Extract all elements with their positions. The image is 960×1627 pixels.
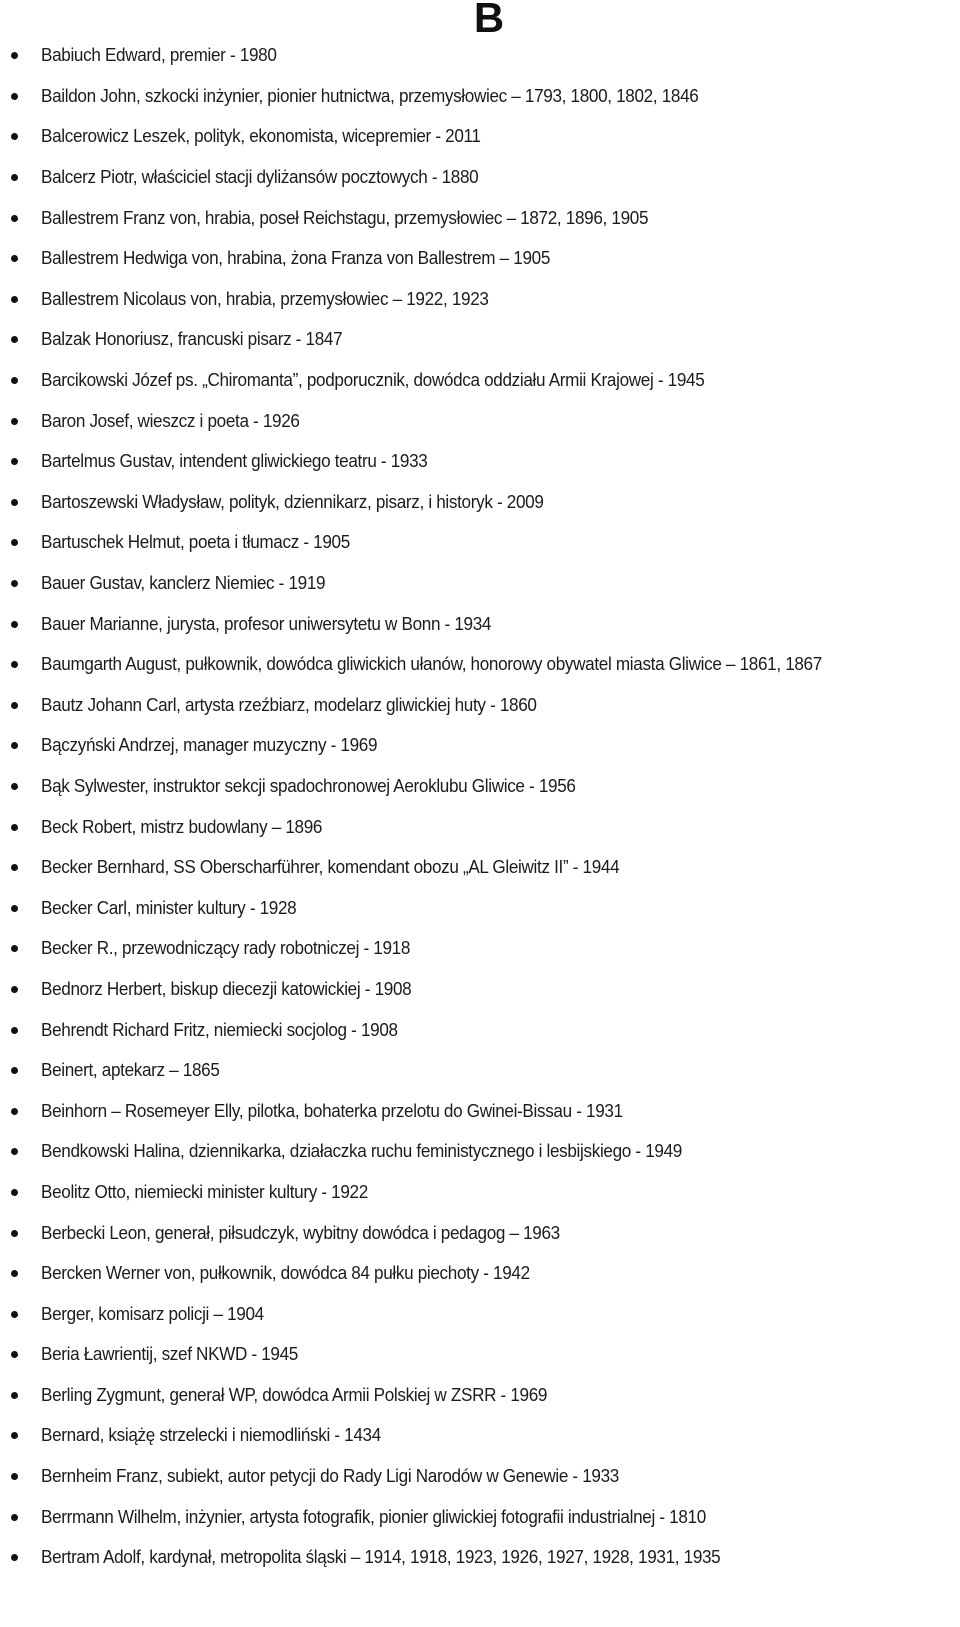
bullet-icon [11,1270,18,1277]
index-entry-text: Beck Robert, mistrz budowlany – 1896 [41,815,323,837]
index-entry [0,928,960,969]
index-entry-text: Ballestrem Hedwiga von, hrabina, żona Franza von Ballestrem – 1905 [41,247,551,269]
bullet-icon [11,336,18,343]
bullet-icon [11,661,18,668]
index-entry-text: Becker Carl, minister kultury - 1928 [41,896,297,918]
bullet-icon [11,945,18,952]
index-entry-text: Bautz Johann Carl, artysta rzeźbiarz, modelarz gliwickiej huty - 1860 [41,693,537,715]
index-entry [0,441,960,482]
index-entry [0,1131,960,1172]
index-entry-text: Behrendt Richard Fritz, niemiecki socjolog - 1908 [41,1018,398,1040]
index-entry [0,116,960,157]
bullet-icon [11,1189,18,1196]
index-entry [0,685,960,726]
bullet-icon [11,986,18,993]
index-entry [0,1172,960,1213]
index-entry-text: Bąk Sylwester, instruktor sekcji spadochronowej Aeroklubu Gliwice - 1956 [41,774,576,796]
index-entry-text: Beria Ławrientij, szef NKWD - 1945 [41,1343,298,1365]
index-entry-text: Balcerz Piotr, właściciel stacji dyliżansów pocztowych - 1880 [41,166,479,188]
index-entry-text: Ballestrem Franz von, hrabia, poseł Reichstagu, przemysłowiec – 1872, 1896, 1905 [41,206,649,228]
bullet-icon [11,255,18,262]
index-entry-text: Bączyński Andrzej, manager muzyczny - 1969 [41,734,378,756]
index-entry-text: Bertram Adolf, kardynał, metropolita śląski – 1914, 1918, 1923, 1926, 1927, 1928, 1931, 1935 [41,1546,721,1568]
bullet-icon [11,1514,18,1521]
index-entry [0,1212,960,1253]
index-entry [0,238,960,279]
bullet-icon [11,1108,18,1115]
index-entry [0,400,960,441]
index-entry [0,76,960,117]
index-entry [0,806,960,847]
section-letter-heading: B [473,0,505,41]
index-entry-text: Beinhorn – Rosemeyer Elly, pilotka, bohaterka przelotu do Gwinei-Bissau - 1931 [41,1099,623,1121]
index-entry-text: Bauer Gustav, kanclerz Niemiec - 1919 [41,572,326,594]
bullet-icon [11,539,18,546]
index-entry [0,1496,960,1537]
index-entry-text: Beinert, aptekarz – 1865 [41,1059,220,1081]
index-entry-text: Berling Zygmunt, generał WP, dowódca Armii Polskiej w ZSRR - 1969 [41,1383,548,1405]
index-entry [0,157,960,198]
index-entry-text: Bartuschek Helmut, poeta i tłumacz - 1905 [41,531,350,553]
index-entry [0,969,960,1010]
index-entry [0,1415,960,1456]
index-entry-text: Berrmann Wilhelm, inżynier, artysta fotografik, pionier gliwickiej fotografii industrialnej - 1810 [41,1505,706,1527]
index-entry [0,1253,960,1294]
index-entry-text: Berbecki Leon, generał, piłsudczyk, wybitny dowódca i pedagog – 1963 [41,1221,560,1243]
index-entry [0,35,960,76]
index-entry [0,1456,960,1497]
index-entry-list [0,35,960,1578]
bullet-icon [11,1311,18,1318]
index-entry-text: Bauer Marianne, jurysta, profesor uniwersytetu w Bonn - 1934 [41,612,492,634]
index-entry [0,319,960,360]
index-entry [0,522,960,563]
bullet-icon [11,1067,18,1074]
bullet-icon [11,296,18,303]
bullet-icon [11,742,18,749]
index-entry-text: Bartelmus Gustav, intendent gliwickiego teatru - 1933 [41,450,428,472]
index-entry-text: Bercken Werner von, pułkownik, dowódca 84 pułku piechoty - 1942 [41,1262,530,1284]
index-entry [0,644,960,685]
index-entry-text: Baumgarth August, pułkownik, dowódca gliwickich ułanów, honorowy obywatel miasta Gliwice – 1861, 1867 [41,653,822,675]
index-entry-text: Balzak Honoriusz, francuski pisarz - 1847 [41,328,343,350]
bullet-icon [11,418,18,425]
bullet-icon [11,1351,18,1358]
index-entry-text: Beolitz Otto, niemiecki minister kultury - 1922 [41,1180,368,1202]
bullet-icon [11,377,18,384]
index-entry [0,1334,960,1375]
index-entry [0,482,960,523]
index-entry [0,563,960,604]
bullet-icon [11,215,18,222]
bullet-icon [11,499,18,506]
index-entry [0,603,960,644]
bullet-icon [11,1027,18,1034]
bullet-icon [11,1148,18,1155]
index-entry [0,847,960,888]
index-entry-text: Bernard, książę strzelecki i niemodliński - 1434 [41,1424,381,1446]
index-entry [0,1090,960,1131]
bullet-icon [11,580,18,587]
bullet-icon [11,783,18,790]
bullet-icon [11,864,18,871]
index-entry-text: Becker Bernhard, SS Oberscharführer, komendant obozu „AL Gleiwitz II” - 1944 [41,856,620,878]
bullet-icon [11,1230,18,1237]
bullet-icon [11,52,18,59]
index-entry [0,279,960,320]
index-entry [0,1009,960,1050]
bullet-icon [11,824,18,831]
index-entry-text: Bednorz Herbert, biskup diecezji katowickiej - 1908 [41,977,412,999]
index-entry-text: Bartoszewski Władysław, polityk, dziennikarz, pisarz, i historyk - 2009 [41,490,544,512]
index-entry-text: Baron Josef, wieszcz i poeta - 1926 [41,409,300,431]
index-entry-text: Baildon John, szkocki inżynier, pionier hutnictwa, przemysłowiec – 1793, 1800, 1802, 1846 [41,84,699,106]
index-entry-text: Balcerowicz Leszek, polityk, ekonomista, wicepremier - 2011 [41,125,481,147]
bullet-icon [11,621,18,628]
bullet-icon [11,702,18,709]
index-entry-text: Berger, komisarz policji – 1904 [41,1302,264,1324]
bullet-icon [11,1432,18,1439]
index-entry [0,360,960,401]
index-entry [0,197,960,238]
index-entry-text: Babiuch Edward, premier - 1980 [41,44,277,66]
index-entry [0,887,960,928]
index-entry-text: Becker R., przewodniczący rady robotniczej - 1918 [41,937,411,959]
index-entry [0,1293,960,1334]
bullet-icon [11,905,18,912]
index-entry [0,1537,960,1578]
bullet-icon [11,93,18,100]
bullet-icon [11,458,18,465]
index-entry-text: Barcikowski Józef ps. „Chiromanta”, podporucznik, dowódca oddziału Armii Krajowej - 1945 [41,369,705,391]
bullet-icon [11,1392,18,1399]
bullet-icon [11,133,18,140]
index-entry-text: Bernheim Franz, subiekt, autor petycji do Rady Ligi Narodów w Genewie - 1933 [41,1465,619,1487]
index-entry [0,1050,960,1091]
index-entry [0,766,960,807]
bullet-icon [11,174,18,181]
index-entry-text: Ballestrem Nicolaus von, hrabia, przemysłowiec – 1922, 1923 [41,287,489,309]
bullet-icon [11,1554,18,1561]
bullet-icon [11,1473,18,1480]
index-entry [0,1375,960,1416]
index-entry [0,725,960,766]
index-entry-text: Bendkowski Halina, dziennikarka, działaczka ruchu feministycznego i lesbijskiego - 1949 [41,1140,682,1162]
